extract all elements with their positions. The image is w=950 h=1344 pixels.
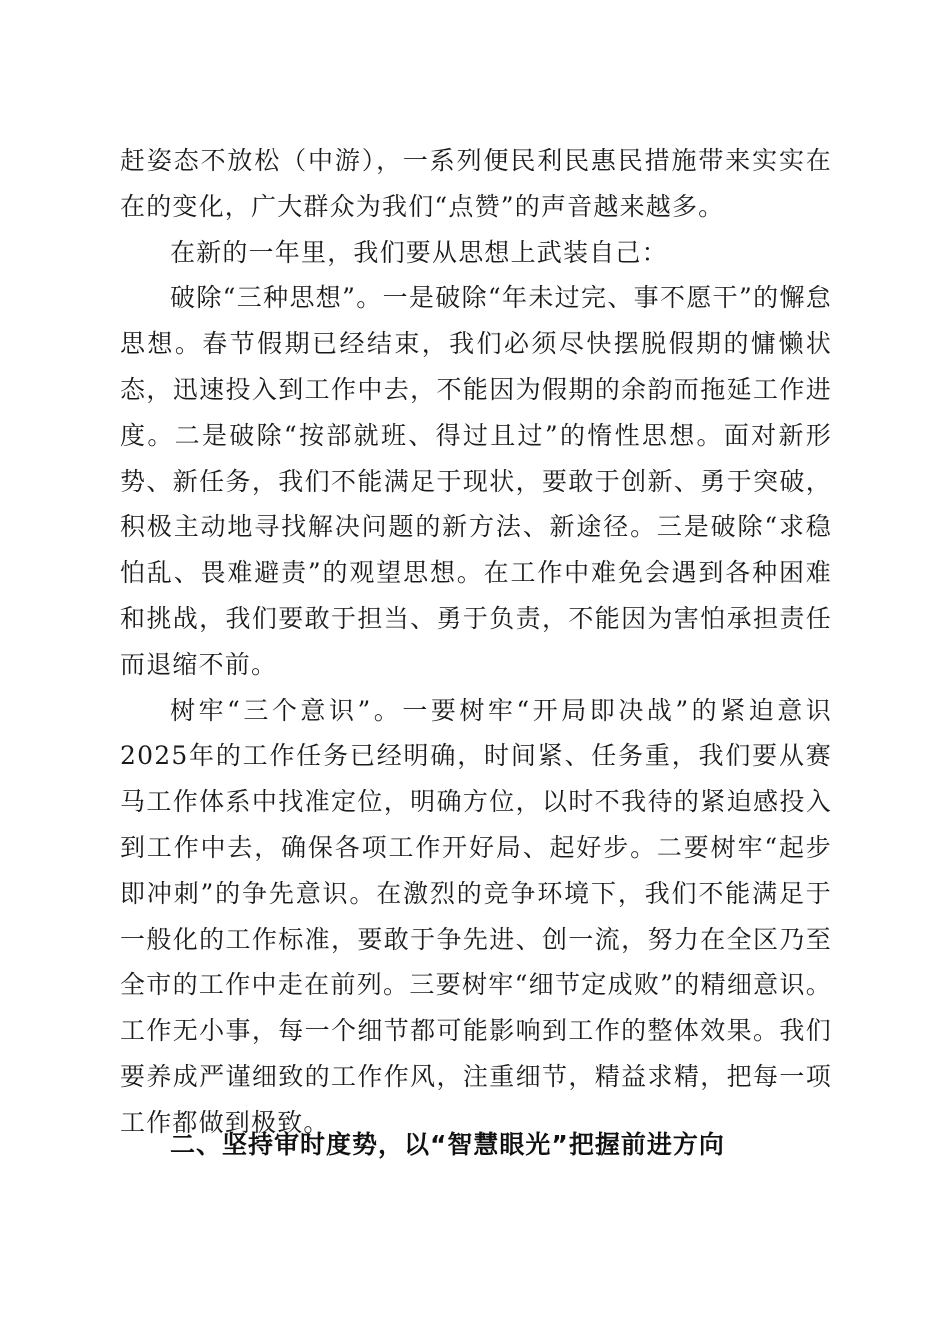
body-text — [120, 138, 832, 1146]
paragraph-3: 破除“三种思想”。一是破除“年未过完、事不愿干”的懈怠思想。春节假期已经结束，我们必须尽快摆脱假期的慵懒状态，迅速投入到工作中去，不能因为假期的余韵而拖延工作进度。二是破除“按部就班、得过且过”的惰性思想。面对新形势、新任务，我们不能满足于现状，要敢于创新、勇于突破，积极主动地寻找解决问题的新方法、新途径。三是破除“求稳怕乱、畏难避责”的观望思想。在工作中难免会遇到各种困难和挑战，我们要敢于担当、勇于负责，不能因为害怕承担责任而退缩不前。 — [120, 283, 832, 679]
section-heading: 二、坚持审时度势，以“智慧眼光”把握前进方向 — [170, 1130, 725, 1159]
paragraph-1: 赶姿态不放松（中游），一系列便民利民惠民措施带来实实在在的变化，广大群众为我们“点赞”的声音越来越多。 — [120, 146, 832, 221]
paragraph-2: 在新的一年里，我们要从思想上武装自己： — [170, 237, 668, 267]
paragraph-4: 树牢“三个意识”。一要树牢“开局即决战”的紧迫意识2025年的工作任务已经明确，时间紧、任务重，我们要从赛马工作体系中找准定位，明确方位，以时不我待的紧迫感投入到工作中去，确保各项工作开好局、起好步。二要树牢“起步即冲刺”的争先意识。在激烈的竞争环境下，我们不能满足于一般化的工作标准，要敢于争先进、创一流，努力在全区乃至全市的工作中走在前列。三要树牢“细节定成败”的精细意识。工作无小事，每一个细节都可能影响到工作的整体效果。我们要养成严谨细致的工作作风，注重细节，精益求精，把每一项工作都做到极致。 — [120, 695, 832, 1137]
